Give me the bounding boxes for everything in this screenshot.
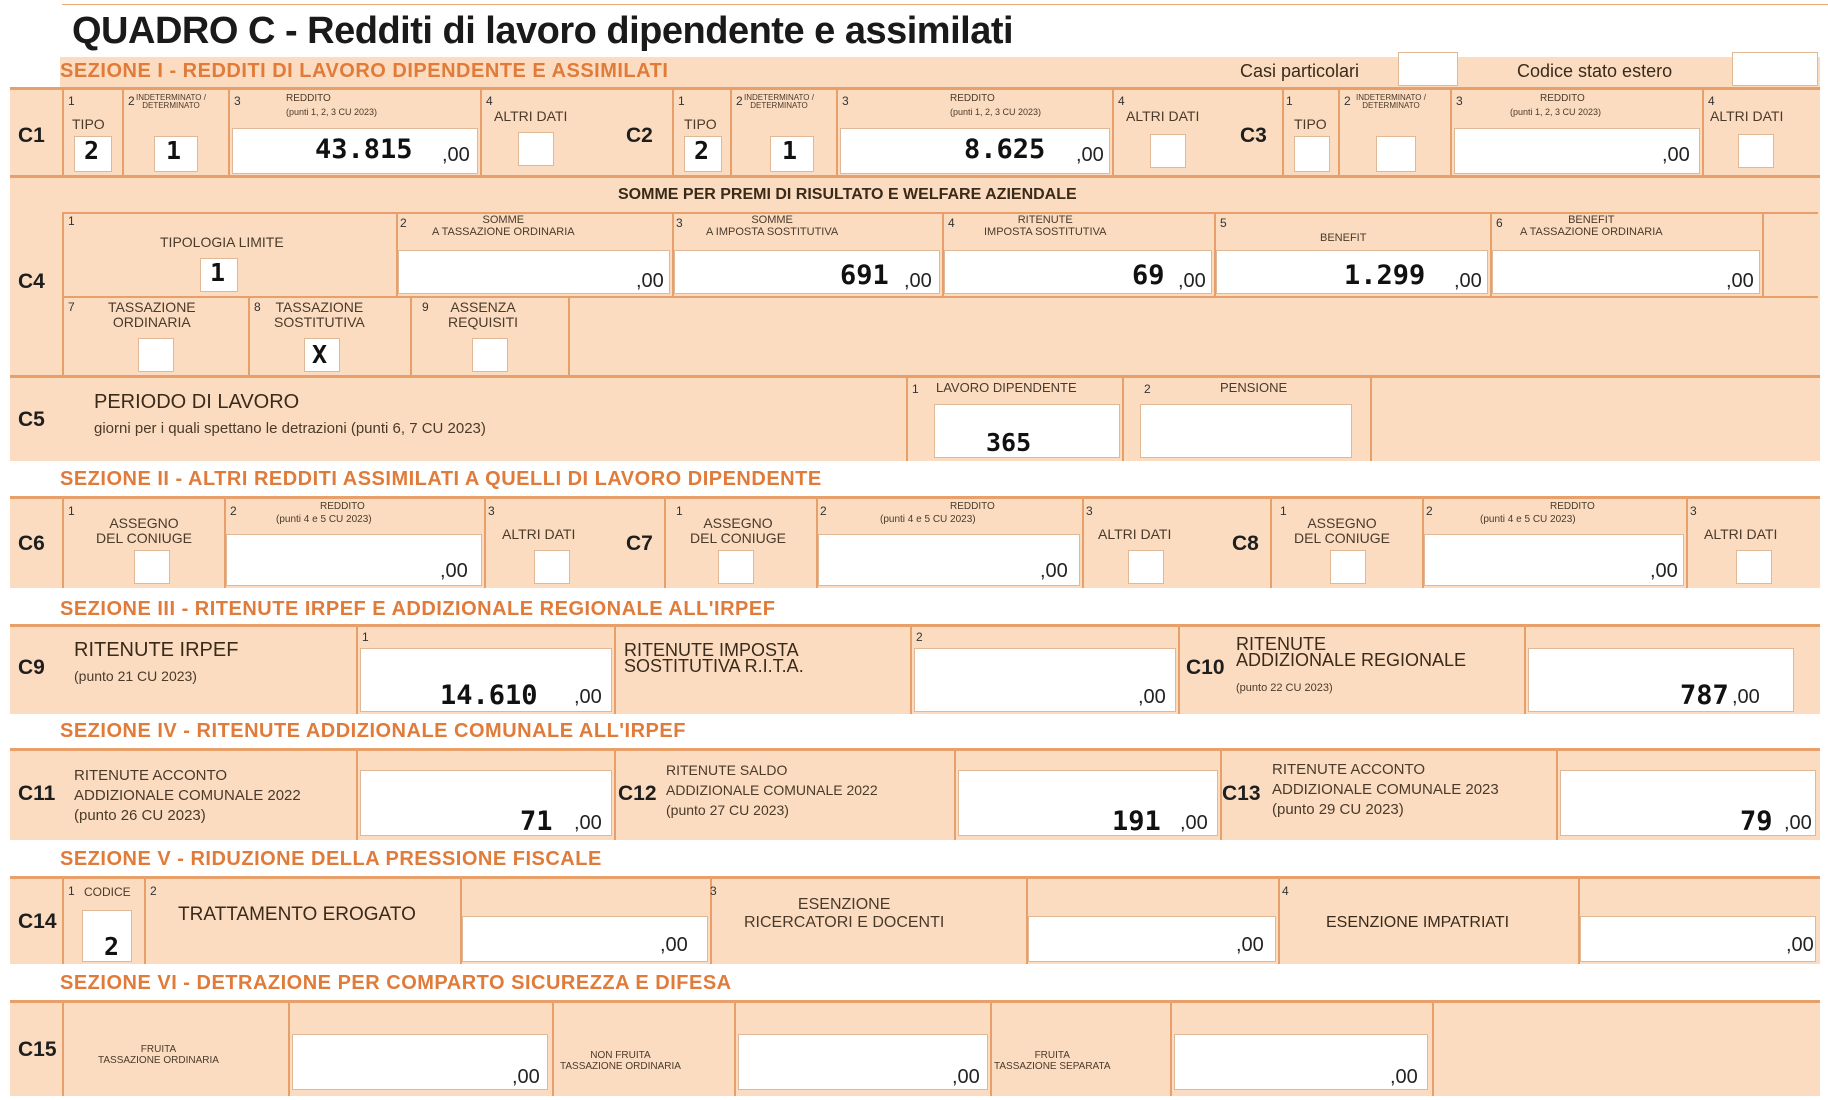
section-5-title: SEZIONE V - RIDUZIONE DELLA PRESSIONE FISCALE xyxy=(60,848,602,870)
row-label-c14: C14 xyxy=(18,910,57,933)
c1-tipo-value: 2 xyxy=(84,136,100,165)
c4-ordinaria-field[interactable] xyxy=(398,250,670,294)
c6-assegno-checkbox[interactable] xyxy=(134,550,170,584)
row-label-c5: C5 xyxy=(18,408,45,431)
c4-assenza-checkbox[interactable] xyxy=(472,338,508,372)
page-title: QUADRO C - Redditi di lavoro dipendente e assimilati xyxy=(72,10,1014,52)
row-label-c6: C6 xyxy=(18,532,45,555)
row-label-c11: C11 xyxy=(18,782,56,805)
c5-lavoro-value: 365 xyxy=(986,428,1032,457)
c4-ritenute-field[interactable] xyxy=(944,250,1212,294)
casi-particolari-field[interactable] xyxy=(1398,52,1458,86)
codice-stato-label: Codice stato estero xyxy=(1517,61,1673,81)
c2-reddito-value: 8.625 xyxy=(964,134,1046,165)
c1-det-value: 1 xyxy=(166,136,182,165)
c4-sostitutiva-value: 691 xyxy=(840,260,889,291)
c14-impatriati-field[interactable] xyxy=(1580,916,1816,962)
section-4-title: SEZIONE IV - RITENUTE ADDIZIONALE COMUNALE ALL'IRPEF xyxy=(60,720,686,742)
c1-altri-checkbox[interactable] xyxy=(518,132,554,166)
c9-rita-field[interactable] xyxy=(914,648,1176,712)
row-label-c2: C2 xyxy=(626,124,653,147)
section-1-title: SEZIONE I - REDDITI DI LAVORO DIPENDENTE E ASSIMILATI xyxy=(60,60,669,82)
c8-assegno-checkbox[interactable] xyxy=(1330,550,1366,584)
row-label-c12: C12 xyxy=(618,782,657,805)
section-6-title: SEZIONE VI - DETRAZIONE PER COMPARTO SICUREZZA E DIFESA xyxy=(60,972,732,994)
somme-premi-header: SOMME PER PREMI DI RISULTATO E WELFARE AZIENDALE xyxy=(618,186,1077,203)
row-label-c8: C8 xyxy=(1232,532,1259,555)
c2-det-value: 1 xyxy=(782,136,798,165)
c4-benefit-ordinaria-field[interactable] xyxy=(1492,250,1760,294)
periodo-lavoro-label: PERIODO DI LAVORO xyxy=(94,391,300,413)
casi-particolari-label: Casi particolari xyxy=(1240,61,1360,81)
c10-regionale-value: 787 xyxy=(1680,680,1729,711)
c4-sostitutiva-field[interactable] xyxy=(674,250,940,294)
section-2-title: SEZIONE II - ALTRI REDDITI ASSIMILATI A QUELLI DI LAVORO DIPENDENTE xyxy=(60,468,822,490)
row-label-c3: C3 xyxy=(1240,124,1267,147)
c4-tipologia-value: 1 xyxy=(210,258,226,287)
c12-field[interactable] xyxy=(958,770,1218,836)
c13-field[interactable] xyxy=(1560,770,1816,836)
c15-non-fruita-field[interactable] xyxy=(738,1034,988,1090)
c14-codice-value: 2 xyxy=(104,932,120,961)
c3-altri-checkbox[interactable] xyxy=(1738,134,1774,168)
c4-tass-sostitutiva-value: X xyxy=(312,340,328,369)
row-label-c4: C4 xyxy=(18,270,45,293)
c12-value: 191 xyxy=(1112,806,1161,837)
c2-altri-checkbox[interactable] xyxy=(1150,134,1186,168)
codice-stato-field[interactable] xyxy=(1732,52,1818,86)
c3-tipo-field[interactable] xyxy=(1294,136,1330,172)
row-label-c9: C9 xyxy=(18,656,45,679)
c2-tipo-value: 2 xyxy=(694,136,710,165)
row-label-c1: C1 xyxy=(18,124,45,147)
c1-reddito-value: 43.815 xyxy=(315,134,413,165)
c3-det-field[interactable] xyxy=(1376,136,1416,172)
row-label-c15: C15 xyxy=(18,1038,57,1061)
c5-pensione-field[interactable] xyxy=(1140,404,1352,458)
c4-ritenute-value: 69 xyxy=(1132,260,1165,291)
section-3-title: SEZIONE III - RITENUTE IRPEF E ADDIZIONALE REGIONALE ALL'IRPEF xyxy=(60,598,776,620)
c13-value: 79 xyxy=(1740,806,1773,837)
c4-benefit-value: 1.299 xyxy=(1344,260,1426,291)
row-label-c13: C13 xyxy=(1222,782,1261,805)
row-label-c7: C7 xyxy=(626,532,653,555)
periodo-lavoro-sub: giorni per i quali spettano le detrazioni (punti 6, 7 CU 2023) xyxy=(94,420,486,437)
c8-altri-checkbox[interactable] xyxy=(1736,550,1772,584)
c7-altri-checkbox[interactable] xyxy=(1128,550,1164,584)
c7-assegno-checkbox[interactable] xyxy=(718,550,754,584)
c15-fruita-ordinaria-field[interactable] xyxy=(292,1034,548,1090)
c9-irpef-value: 14.610 xyxy=(440,680,538,711)
c11-value: 71 xyxy=(520,806,553,837)
c6-altri-checkbox[interactable] xyxy=(534,550,570,584)
row-label-c10: C10 xyxy=(1186,656,1225,679)
c4-tass-ordinaria-checkbox[interactable] xyxy=(138,338,174,372)
c8-reddito-field[interactable] xyxy=(1424,534,1684,586)
